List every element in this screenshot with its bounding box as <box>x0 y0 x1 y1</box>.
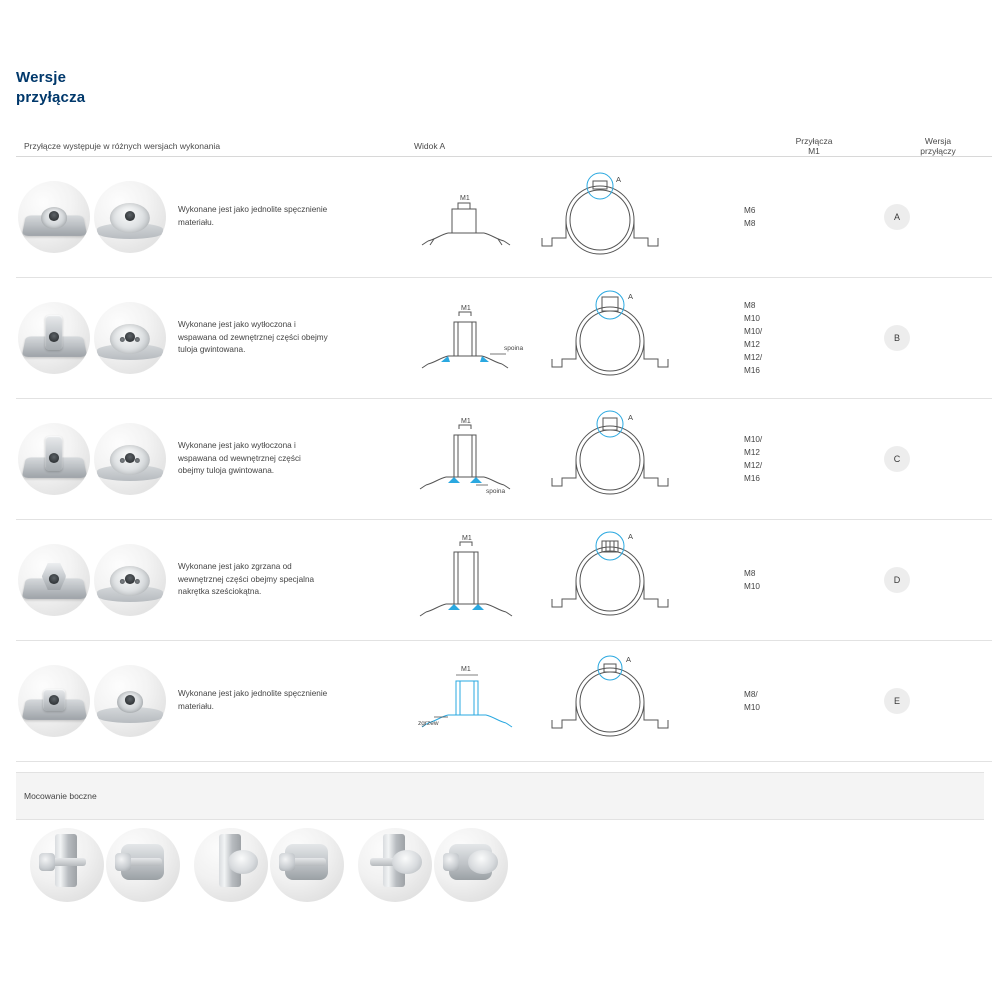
m1-value: M8 <box>744 300 756 310</box>
product-photo-e1 <box>18 665 90 737</box>
side-mounting-label: Mocowanie boczne <box>24 791 97 801</box>
table-header-row <box>16 136 992 157</box>
m1-value: M12/ <box>744 461 763 470</box>
label-detail-c: A <box>628 413 634 422</box>
product-photo-b2 <box>94 302 166 374</box>
table-row <box>16 157 992 278</box>
label-detail-d: A <box>628 532 634 541</box>
m1-value: M8 <box>744 568 756 578</box>
versions-table <box>16 136 992 762</box>
label-m1-b: M1 <box>461 305 471 312</box>
page-title <box>16 68 85 109</box>
page-title-line1: Wersje <box>16 69 67 86</box>
table-row <box>16 520 992 641</box>
row-c-m1-cell <box>744 399 884 520</box>
row-d-view-cell <box>414 520 744 641</box>
m1-value: M16 <box>744 366 760 376</box>
clamp-drawing-a <box>530 162 670 272</box>
clamp-drawing-d <box>540 525 680 635</box>
label-m1-a: M1 <box>460 195 470 202</box>
row-a-description-cell <box>16 157 414 278</box>
m1-value: M10 <box>744 582 760 591</box>
m1-value: M12/ <box>744 353 763 363</box>
section-drawing-a <box>414 171 524 263</box>
m1-value: M12 <box>744 447 760 457</box>
row-b-description: Wykonane jest jako wytłoczona i wspawana od zewnętrznej części obejmy tuloja gwintowana. <box>178 319 328 355</box>
m1-value: M10 <box>744 703 760 712</box>
row-c-photos <box>16 423 414 495</box>
side-photo-1b <box>106 828 180 902</box>
product-photo-b1 <box>18 302 90 374</box>
row-e-description-cell <box>16 641 414 762</box>
m1-value: M16 <box>744 474 760 484</box>
m1-value: M8/ <box>744 689 758 699</box>
row-d-description-cell <box>16 520 414 641</box>
label-m1-d: M1 <box>462 535 472 542</box>
column-header-version-line1: Wersja <box>924 136 952 146</box>
row-c-description: Wykonane jest jako wytłoczona i wspawana od wewnętrznej części obejmy tuloja gwintowana. <box>178 440 301 476</box>
row-b-drawings <box>414 283 744 393</box>
row-b-photos <box>16 302 414 374</box>
row-b-m1-cell <box>744 278 884 399</box>
side-photo-group-3 <box>358 828 508 902</box>
section-drawing-c <box>414 409 534 509</box>
side-photo-1a <box>30 828 104 902</box>
row-c-description-cell <box>16 399 414 520</box>
version-badge: C <box>884 446 910 472</box>
row-c-version-cell <box>884 399 992 520</box>
product-photo-c2 <box>94 423 166 495</box>
row-d-drawings <box>414 525 744 635</box>
table-head <box>16 136 992 157</box>
column-header-version <box>884 136 992 157</box>
row-e-m1-cell <box>744 641 884 762</box>
row-d-m1-cell <box>744 520 884 641</box>
version-badge: D <box>884 567 910 593</box>
clamp-drawing-b <box>540 283 680 393</box>
table-row <box>16 399 992 520</box>
side-photo-group-1 <box>30 828 180 902</box>
row-d-version-cell <box>884 520 992 641</box>
row-e-version-cell <box>884 641 992 762</box>
side-photo-3a <box>358 828 432 902</box>
version-badge: E <box>884 688 910 714</box>
m1-value: M6 <box>744 205 756 215</box>
page-title-line2: przyłącza <box>16 89 86 107</box>
product-photo-d2 <box>94 544 166 616</box>
label-m1-c: M1 <box>461 418 471 425</box>
m1-value: M8 <box>744 219 756 228</box>
column-header-description: Przyłącze występuje w różnych wersjach wykonania <box>16 136 414 157</box>
m1-value: M10/ <box>744 434 763 444</box>
product-photo-d1 <box>18 544 90 616</box>
column-header-m1 <box>744 136 884 157</box>
section-drawing-d <box>414 530 534 630</box>
m1-value: M10/ <box>744 326 763 336</box>
m1-value: M10 <box>744 313 760 323</box>
row-e-drawings <box>414 646 744 756</box>
side-photo-3b <box>434 828 508 902</box>
row-d-description: Wykonane jest jako zgrzana od wewnętrznej części obejmy specjalna nakrętka sześciokątna. <box>178 561 315 597</box>
row-a-drawings <box>414 162 744 272</box>
row-a-m1-cell <box>744 157 884 278</box>
side-photo-2a <box>194 828 268 902</box>
row-e-description: Wykonane jest jako jednolite spęcznienie materiału. <box>178 689 328 711</box>
label-m1-e: M1 <box>461 666 471 673</box>
row-b-version-cell <box>884 278 992 399</box>
version-badge: A <box>884 204 910 230</box>
section-drawing-b <box>414 292 534 384</box>
column-header-version-line2: przyłączy <box>920 146 956 156</box>
table-row <box>16 641 992 762</box>
label-detail-b: A <box>628 292 634 301</box>
row-e-view-cell <box>414 641 744 762</box>
row-b-description-cell <box>16 278 414 399</box>
side-mounting-photos <box>30 828 508 902</box>
label-detail-e: A <box>626 655 632 664</box>
side-photo-2b <box>270 828 344 902</box>
label-weld-e: zgrzew <box>418 720 439 727</box>
row-b-view-cell <box>414 278 744 399</box>
column-header-view: Widok A <box>414 136 744 157</box>
product-photo-c1 <box>18 423 90 495</box>
product-photo-a2 <box>94 181 166 253</box>
column-header-m1-line2: M1 <box>808 146 820 156</box>
side-mounting-band <box>16 772 984 820</box>
section-drawing-e <box>414 655 534 747</box>
row-a-description: Wykonane jest jako jednolite spęcznienie materiału. <box>178 205 328 227</box>
column-header-m1-line1: Przyłącza <box>795 136 833 146</box>
row-a-version-cell <box>884 157 992 278</box>
row-a-view-cell <box>414 157 744 278</box>
clamp-drawing-c <box>540 404 680 514</box>
table-body <box>16 157 992 762</box>
row-a-photos <box>16 181 414 253</box>
table-row <box>16 278 992 399</box>
label-weld-b: spoina <box>504 345 524 352</box>
row-e-photos <box>16 665 414 737</box>
product-photo-e2 <box>94 665 166 737</box>
version-badge: B <box>884 325 910 351</box>
side-photo-group-2 <box>194 828 344 902</box>
row-c-drawings <box>414 404 744 514</box>
m1-value: M12 <box>744 340 760 349</box>
label-detail-a: A <box>616 175 622 184</box>
row-c-view-cell <box>414 399 744 520</box>
clamp-drawing-e <box>540 646 680 756</box>
row-d-photos <box>16 544 414 616</box>
label-weld-c: spoina <box>486 488 506 495</box>
product-photo-a1 <box>18 181 90 253</box>
